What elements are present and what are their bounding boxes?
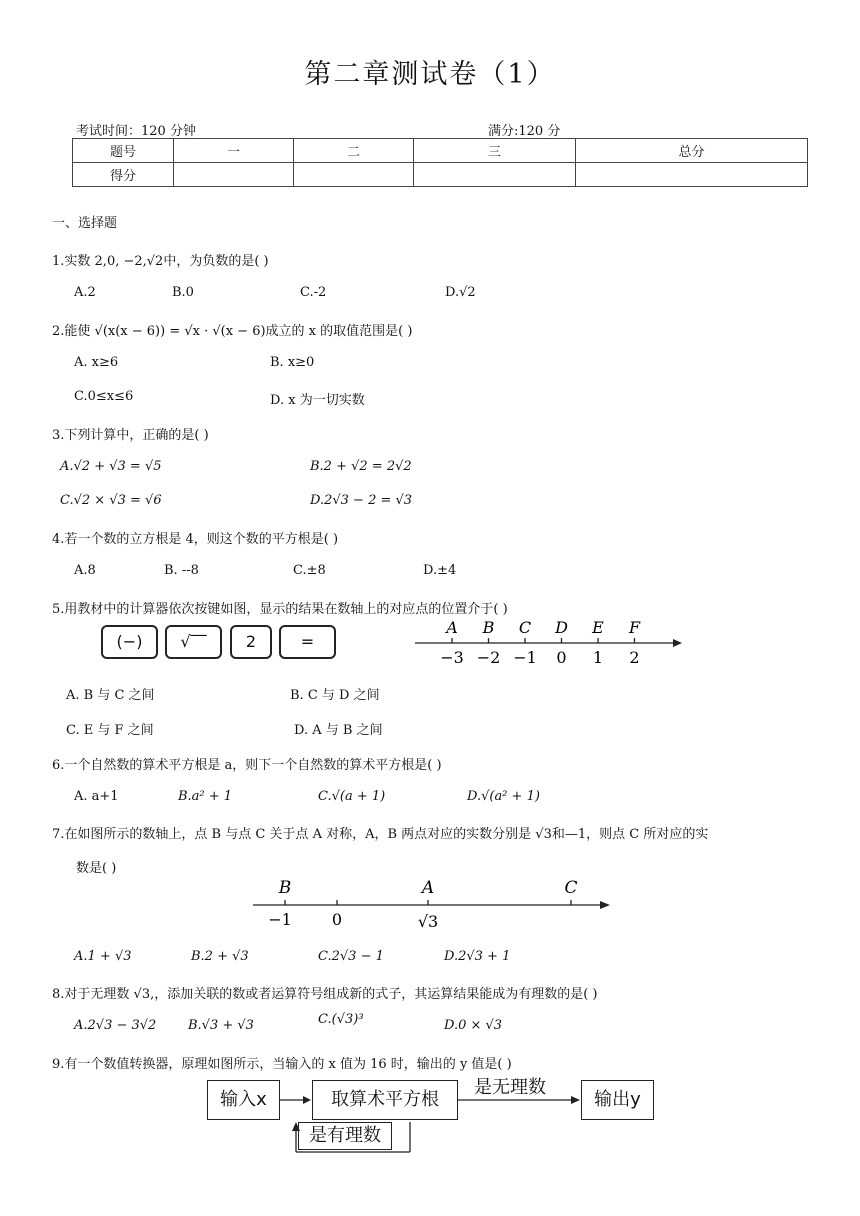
flow-sqrt-box: 取算术平方根	[312, 1080, 458, 1120]
score-table-cell: 题号	[73, 139, 174, 163]
flow-input-box: 输入x	[207, 1080, 280, 1120]
score-input-cell[interactable]	[414, 163, 576, 187]
question-5-option-b[interactable]: B. C 与 D 之间	[290, 688, 380, 703]
calculator-equals-key: =	[279, 625, 336, 659]
question-2-stem: 2.能使 √(x(x − 6)) = √x · √(x − 6)成立的 x 的取值范围是( )	[52, 324, 413, 339]
axis-number: −1	[513, 648, 537, 667]
question-8-option-a[interactable]: A.2√3 − 3√2	[74, 1018, 157, 1033]
calculator-two-key: 2	[230, 625, 272, 659]
question-3-stem: 3.下列计算中，正确的是( )	[52, 428, 209, 443]
question-6-option-b[interactable]: B.a² + 1	[178, 789, 233, 804]
score-input-cell[interactable]	[576, 163, 808, 187]
question-7-stem-continued: 数是( )	[76, 861, 117, 876]
flow-output-box: 输出y	[581, 1080, 654, 1120]
question-4-stem: 4.若一个数的立方根是 4，则这个数的平方根是( )	[52, 532, 339, 547]
axis-number: 0	[556, 648, 567, 667]
question-1-option-b[interactable]: B.0	[172, 285, 194, 300]
question-3-option-c[interactable]: C.√2 × √3 = √6	[60, 493, 162, 508]
score-input-cell[interactable]	[294, 163, 414, 187]
axis-letter: B	[482, 618, 495, 637]
axis-number: −3	[440, 648, 464, 667]
calculator-negative-key: (−)	[101, 625, 158, 659]
question-9-stem: 9.有一个数值转换器，原理如图所示，当输入的 x 值为 16 时，输出的 y 值是( )	[52, 1057, 512, 1072]
axis-letter: C	[518, 618, 532, 637]
flow-arrows	[270, 1090, 590, 1160]
question-7-option-a[interactable]: A.1 + √3	[74, 949, 132, 964]
question-1-option-c[interactable]: C.-2	[300, 285, 327, 300]
score-table-cell: 一	[174, 139, 294, 163]
question-6-option-d[interactable]: D.√(a² + 1)	[467, 789, 540, 804]
question-2-option-d[interactable]: D. x 为一切实数	[270, 393, 365, 408]
question-5-number-line	[410, 615, 690, 670]
question-5-option-d[interactable]: D. A 与 B 之间	[294, 723, 383, 738]
score-table-cell: 得分	[73, 163, 174, 187]
question-6-option-a[interactable]: A. a+1	[74, 789, 119, 804]
question-3-option-d[interactable]: D.2√3 − 2 = √3	[310, 493, 413, 508]
question-7-stem: 7.在如图所示的数轴上，点 B 与点 C 关于点 A 对称，A，B 两点对应的实数分别是 √3和—1，则点 C 所对应的实	[52, 827, 709, 842]
axis-letter: D	[555, 618, 568, 637]
question-3-option-a[interactable]: A.√2 + √3 = √5	[60, 459, 162, 474]
question-4-option-c[interactable]: C.±8	[293, 563, 326, 578]
score-table-header-row	[73, 139, 808, 163]
score-table-cell: 三	[414, 139, 576, 163]
score-table-cell: 二	[294, 139, 414, 163]
question-1-option-d[interactable]: D.√2	[445, 285, 476, 300]
axis-letter-a: A	[421, 878, 435, 898]
axis-letter: A	[446, 618, 458, 637]
score-input-cell[interactable]	[174, 163, 294, 187]
question-4-option-a[interactable]: A.8	[74, 563, 96, 578]
question-6-stem: 6.一个自然数的算术平方根是 a，则下一个自然数的算术平方根是( )	[52, 758, 442, 773]
axis-number: −2	[476, 648, 501, 667]
question-7-number-line	[248, 873, 616, 935]
question-3-option-b[interactable]: B.2 + √2 = 2√2	[310, 459, 412, 474]
question-7-option-b[interactable]: B.2 + √3	[191, 949, 249, 964]
axis-number: 2	[629, 648, 640, 667]
question-8-stem: 8.对于无理数 √3,，添加关联的数或者运算符号组成新的式子，其运算结果能成为有理数的是( )	[52, 987, 598, 1002]
question-8-option-d[interactable]: D.0 × √3	[444, 1018, 503, 1033]
question-6-option-c[interactable]: C.√(a + 1)	[318, 789, 386, 804]
page-title: 第二章测试卷（1）	[304, 59, 556, 90]
axis-number-zero: 0	[331, 910, 343, 929]
axis-letter: F	[628, 618, 641, 637]
score-table-cell: 总分	[576, 139, 808, 163]
question-2-option-c[interactable]: C.0≤x≤6	[74, 389, 134, 404]
axis-letter-c: C	[564, 878, 578, 898]
calculator-sqrt-key: √‾‾	[165, 625, 222, 659]
full-score: 满分:120 分	[488, 124, 561, 139]
question-2-option-a[interactable]: A. x≥6	[74, 355, 119, 370]
axis-number-minus-one: −1	[268, 910, 292, 929]
section-heading: 一、选择题	[52, 216, 118, 231]
axis-letter: E	[592, 618, 604, 637]
question-1-stem: 1.实数 2,0, −2,√2中，为负数的是( )	[52, 254, 269, 269]
question-7-option-c[interactable]: C.2√3 − 1	[318, 949, 384, 964]
question-8-option-c[interactable]: C.(√3)³	[318, 1012, 364, 1027]
flow-irrational-label: 是无理数	[474, 1077, 546, 1098]
question-4-option-d[interactable]: D.±4	[423, 563, 457, 578]
question-7-option-d[interactable]: D.2√3 + 1	[444, 949, 511, 964]
flow-rational-label: 是有理数	[298, 1122, 392, 1150]
exam-time: 考试时间：120 分钟	[76, 124, 196, 139]
question-2-option-b[interactable]: B. x≥0	[270, 355, 315, 370]
axis-number: 1	[592, 648, 604, 667]
question-5-stem: 5.用教材中的计算器依次按键如图，显示的结果在数轴上的对应点的位置介于( )	[52, 602, 508, 617]
question-1-option-a[interactable]: A.2	[74, 285, 96, 300]
axis-letter-b: B	[278, 878, 292, 898]
axis-number-sqrt3: √3	[417, 912, 439, 931]
question-4-option-b[interactable]: B. --8	[164, 563, 199, 578]
question-5-option-a[interactable]: A. B 与 C 之间	[66, 688, 155, 703]
score-table	[72, 138, 808, 187]
score-table-score-row	[73, 163, 808, 187]
question-5-option-c[interactable]: C. E 与 F 之间	[66, 723, 154, 738]
question-8-option-b[interactable]: B.√3 + √3	[188, 1018, 254, 1033]
